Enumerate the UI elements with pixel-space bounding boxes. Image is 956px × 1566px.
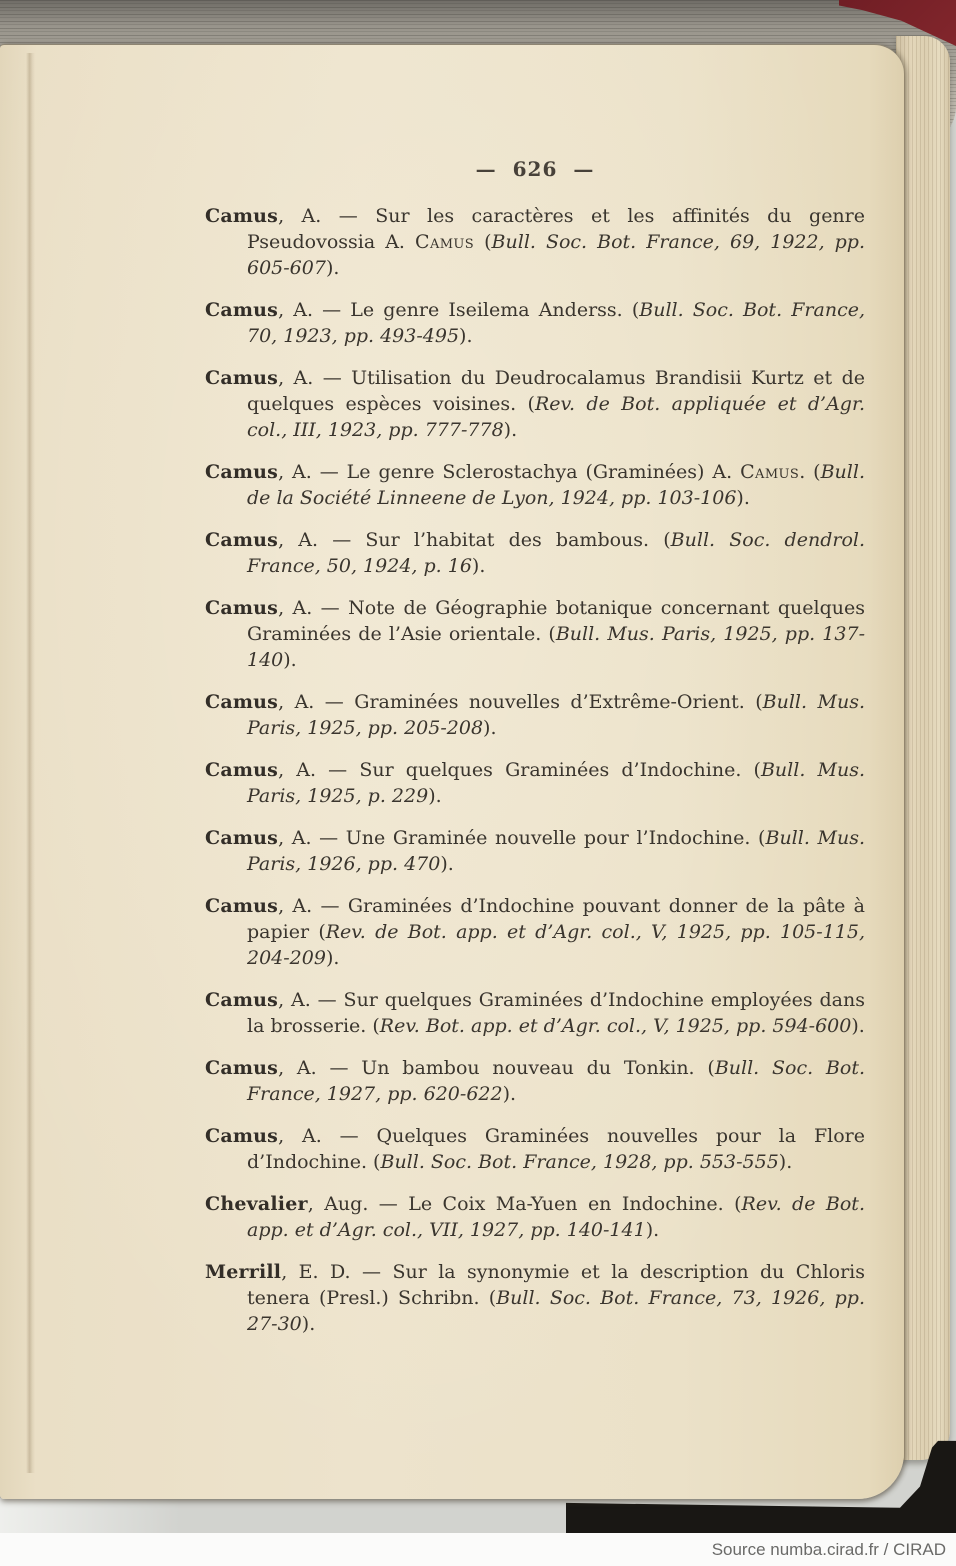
entry-segment-plain: ). bbox=[471, 555, 486, 577]
entry-segment-italic: Bull. Soc. Bot. France, 70, 1923, pp. 493-495 bbox=[247, 299, 865, 347]
entry-segment-plain: , A. — Sur quelques Graminées d’Indochine. ( bbox=[278, 759, 761, 781]
entry-segment-smallcaps: Camus bbox=[415, 231, 475, 253]
entry-segment-plain: ). bbox=[778, 1151, 793, 1173]
entry-segment-italic: Bull. Soc. Bot. France, 1928, pp. 553-555 bbox=[380, 1151, 779, 1173]
source-credit-bar bbox=[0, 1533, 956, 1566]
entry-segment-bold: Camus bbox=[205, 205, 279, 227]
header-dash-left: — bbox=[475, 157, 497, 181]
entry-segment-plain: ). bbox=[483, 717, 497, 739]
bibliography-entry bbox=[205, 893, 865, 971]
entry-segment-plain: ). bbox=[459, 325, 473, 347]
entry-segment-plain: ). bbox=[325, 947, 340, 969]
page-number: 626 bbox=[512, 157, 558, 181]
entry-segment-plain: ). bbox=[851, 1015, 865, 1037]
bibliography-entry bbox=[205, 459, 865, 511]
entry-segment-plain: ). bbox=[325, 257, 340, 279]
bibliography-entry bbox=[205, 1259, 865, 1337]
bibliography-entry bbox=[205, 757, 865, 809]
entry-segment-plain: , A. — Graminées nouvelles d’Extrême-Orient. ( bbox=[278, 691, 763, 713]
entry-segment-plain: ). bbox=[440, 853, 454, 875]
entry-segment-italic: Bull. Mus. Paris, 1925, pp. 137-140 bbox=[247, 623, 865, 671]
entry-segment-bold: Camus bbox=[205, 759, 279, 781]
entry-segment-plain: ). bbox=[428, 785, 442, 807]
entry-segment-italic: Bull. de la Société Linneene de Lyon, 1924, pp. 103-106 bbox=[247, 461, 865, 509]
entry-segment-bold: Camus bbox=[205, 989, 279, 1011]
page-sheet bbox=[0, 44, 904, 1499]
entry-segment-bold: Camus bbox=[205, 895, 279, 917]
entry-segment-plain: ). bbox=[645, 1219, 660, 1241]
entry-segment-plain: , A. — Utilisation du Deudrocalamus Brandisii Kurtz et de quelques espèces voisines. ( bbox=[247, 367, 865, 415]
entry-segment-plain: , A. — Graminées d’Indochine pouvant donner de la pâte à papier ( bbox=[247, 895, 865, 943]
entry-segment-plain: , A. — Le genre Sclerostachya (Graminées) A. bbox=[278, 461, 741, 483]
entry-segment-italic: Bull. Soc. dendrol. France, 50, 1924, p. 16 bbox=[247, 529, 865, 577]
entry-segment-plain: ). bbox=[736, 487, 750, 509]
bibliography-entry bbox=[205, 987, 865, 1039]
scanner-background-sheen bbox=[0, 1498, 180, 1534]
bibliography-entry bbox=[205, 527, 865, 579]
entry-segment-plain: , A. — Sur l’habitat des bambous. ( bbox=[278, 529, 671, 551]
entry-segment-bold: Camus bbox=[205, 367, 279, 389]
entry-segment-italic: Rev. de Bot. app. et d’Agr. col., V, 1925, pp. 105-115, 204-209 bbox=[247, 921, 865, 969]
entry-segment-plain: ). bbox=[502, 1083, 517, 1105]
entry-segment-italic: Bull. Soc. Bot. France, 69, 1922, pp. 605-607 bbox=[247, 231, 866, 279]
entry-segment-italic: Bull. Soc. Bot. France, 1927, pp. 620-622 bbox=[247, 1057, 866, 1105]
bibliography-entry bbox=[205, 1123, 865, 1175]
bibliography-entry bbox=[205, 595, 865, 673]
entry-segment-bold: Camus bbox=[205, 529, 279, 551]
entry-segment-plain: . ( bbox=[799, 461, 821, 483]
bibliography-entry bbox=[205, 689, 865, 741]
entry-segment-bold: Camus bbox=[205, 827, 279, 849]
entry-segment-italic: Bull. Mus. Paris, 1926, pp. 470 bbox=[247, 827, 866, 875]
bibliography-entry bbox=[205, 1191, 865, 1243]
entry-segment-plain: , Aug. — Le Coix Ma-Yuen en Indochine. ( bbox=[307, 1193, 742, 1215]
entry-segment-plain: , A. — Quelques Graminées nouvelles pour la Flore d’Indochine. ( bbox=[247, 1125, 865, 1173]
entry-segment-bold: Camus bbox=[205, 597, 279, 619]
entry-segment-bold: Merrill bbox=[205, 1261, 282, 1283]
entry-segment-bold: Camus bbox=[205, 299, 279, 321]
entry-segment-italic: Rev. de Bot. app. et d’Agr. col., VII, 1927, pp. 140-141 bbox=[247, 1193, 865, 1241]
entry-segment-smallcaps: Camus bbox=[740, 461, 800, 483]
bibliography-list bbox=[205, 203, 865, 1337]
bibliography-entry bbox=[205, 203, 865, 281]
entry-segment-plain: , A. — Le genre Iseilema Anderss. ( bbox=[278, 299, 640, 321]
entry-segment-italic: Rev. de Bot. appliquée et d’Agr. col., III, 1923, pp. 777-778 bbox=[247, 393, 865, 441]
page-header bbox=[205, 157, 865, 181]
entry-segment-plain: , A. — Note de Géographie botanique concernant quelques Graminées de l’Asie orientale. ( bbox=[247, 597, 865, 645]
entry-segment-plain: ( bbox=[474, 231, 492, 253]
header-dash-right: — bbox=[573, 157, 595, 181]
source-credit: Source numba.cirad.fr / CIRAD bbox=[711, 1539, 946, 1559]
bibliography-entry bbox=[205, 365, 865, 443]
entry-segment-plain: , A. — Sur quelques Graminées d’Indochine employées dans la brosserie. ( bbox=[247, 989, 865, 1037]
bibliography-entry bbox=[205, 297, 865, 349]
entry-segment-italic: Bull. Mus. Paris, 1925, pp. 205-208 bbox=[247, 691, 866, 739]
entry-segment-plain: , A. — Un bambou nouveau du Tonkin. ( bbox=[278, 1057, 715, 1079]
entry-segment-plain: , A. — Sur les caractères et les affinités du genre Pseudovossia A. bbox=[247, 205, 865, 253]
entry-segment-plain: , E. D. — Sur la synonymie et la description du Chloris tenera (Presl.) Schribn. ( bbox=[247, 1261, 865, 1309]
entry-segment-italic: Bull. Soc. Bot. France, 73, 1926, pp. 27-30 bbox=[247, 1287, 865, 1335]
entry-segment-plain: ). bbox=[301, 1313, 316, 1335]
entry-segment-bold: Camus bbox=[205, 1125, 279, 1147]
entry-segment-italic: Rev. Bot. app. et d’Agr. col., V, 1925, pp. 594-600 bbox=[379, 1015, 852, 1037]
entry-segment-bold: Camus bbox=[205, 1057, 279, 1079]
entry-segment-italic: Bull. Mus. Paris, 1925, p. 229 bbox=[247, 759, 865, 807]
entry-segment-plain: ). bbox=[503, 419, 518, 441]
bibliography-entry bbox=[205, 1055, 865, 1107]
entry-segment-bold: Camus bbox=[205, 461, 279, 483]
book-fore-edge bbox=[896, 36, 950, 1460]
page-content bbox=[0, 45, 904, 1337]
entry-segment-plain: ). bbox=[283, 649, 297, 671]
entry-segment-bold: Camus bbox=[205, 691, 279, 713]
entry-segment-plain: , A. — Une Graminée nouvelle pour l’Indochine. ( bbox=[278, 827, 766, 849]
entry-segment-bold: Chevalier bbox=[205, 1193, 308, 1215]
bibliography-entry bbox=[205, 825, 865, 877]
